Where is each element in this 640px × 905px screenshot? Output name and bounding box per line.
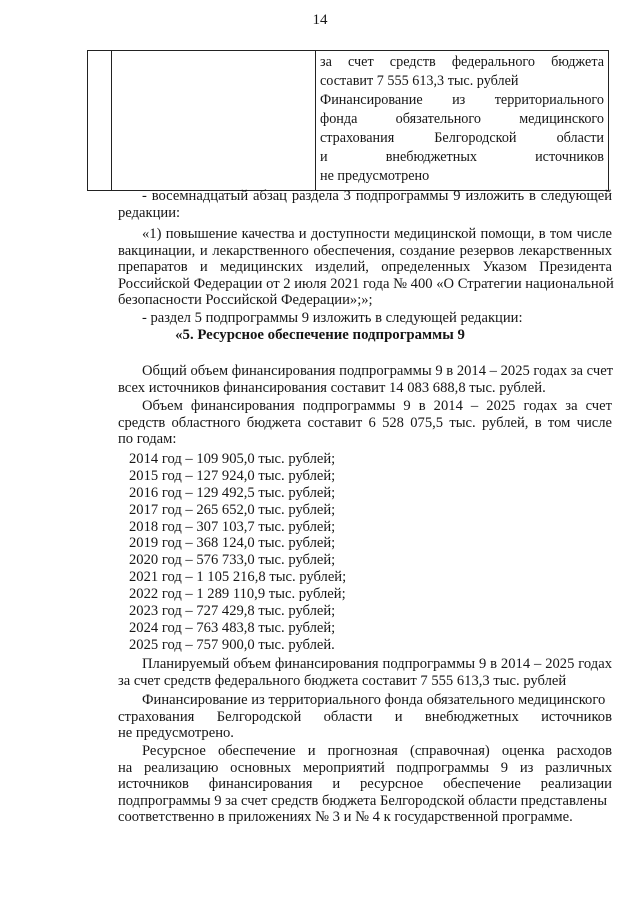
table-cell-line: страхования Белгородской области xyxy=(320,130,604,146)
paragraph-territorial-fund xyxy=(118,692,612,742)
paragraph-federal-budget xyxy=(118,656,612,689)
text-line: по годам: xyxy=(118,431,177,448)
table-row xyxy=(88,51,609,191)
list-item: 2015 год – 127 924,0 тыс. рублей; xyxy=(129,467,336,484)
paragraph-regional-budget xyxy=(118,398,612,448)
list-item: 2019 год – 368 124,0 тыс. рублей; xyxy=(129,535,336,552)
list-item: 2022 год – 1 289 110,9 тыс. рублей; xyxy=(129,586,346,603)
text-line: не предусмотрено. xyxy=(118,725,234,742)
text-line: - восемнадцатый абзац раздела 3 подпрограммы 9 изложить в следующей xyxy=(142,188,612,204)
continued-table xyxy=(87,50,609,191)
page-number: 14 xyxy=(312,12,328,28)
list-item: 2016 год – 129 492,5 тыс. рублей; xyxy=(129,484,336,501)
list-item: 2025 год – 757 900,0 тыс. рублей. xyxy=(129,636,335,653)
text-line: безопасности Российской Федерации»;»; xyxy=(118,292,373,309)
table-cell-funding xyxy=(316,51,609,191)
text-line: редакции: xyxy=(118,204,181,221)
table-cell-line: фонда обязательного медицинского xyxy=(320,111,604,127)
text-line: на реализацию основных мероприятий подпрограммы 9 из различных xyxy=(118,759,612,776)
text-line: Планируемый объем финансирования подпрограммы 9 в 2014 – 2025 годах xyxy=(142,656,612,672)
text-line: Финансирование из территориального фонда обязательного медицинского xyxy=(142,692,606,708)
list-item: 2014 год – 109 905,0 тыс. рублей; xyxy=(129,451,336,467)
text-line: подпрограммы 9 за счет средств бюджета Белгородской области представлены xyxy=(118,792,608,809)
table-cell-line: составит 7 555 613,3 тыс. рублей xyxy=(320,73,519,89)
paragraph-total-funding xyxy=(118,363,612,396)
table-cell-line: за счет средств федерального бюджета xyxy=(320,54,604,70)
amendment-eighteenth-paragraph xyxy=(118,188,612,221)
list-item: 2024 год – 763 483,8 тыс. рублей; xyxy=(129,619,336,636)
list-item: 2018 год – 307 103,7 тыс. рублей; xyxy=(129,518,336,535)
yearly-funding-list xyxy=(129,451,346,654)
text-line: вакцинации, и лекарственного обеспечения, создание резервов лекарственных xyxy=(118,242,612,259)
table-cell-name xyxy=(112,51,316,191)
text-line: средств областного бюджета составит 6 528 075,5 тыс. рублей, в том числе xyxy=(118,414,612,431)
section-heading: «5. Ресурсное обеспечение подпрограммы 9 xyxy=(175,327,465,343)
list-item: 2020 год – 576 733,0 тыс. рублей; xyxy=(129,552,336,569)
amendment-section-5 xyxy=(118,310,612,327)
list-item: 2017 год – 265 652,0 тыс. рублей; xyxy=(129,501,336,518)
list-item: 2021 год – 1 105 216,8 тыс. рублей; xyxy=(129,569,347,586)
list-item: 2023 год – 727 429,8 тыс. рублей; xyxy=(129,603,336,620)
quoted-paragraph xyxy=(118,226,612,309)
text-line: Российской Федерации от 2 июля 2021 года № 400 «О Стратегии национальной xyxy=(118,275,614,292)
table-cell-number xyxy=(88,51,112,191)
paragraph-resource-support xyxy=(118,743,612,826)
text-line: препаратов и медицинских изделий, определенных Указом Президента xyxy=(118,259,612,276)
text-line: всех источников финансирования составит 14 083 688,8 тыс. рублей. xyxy=(118,379,546,396)
text-line: страхования Белгородской области и внебюджетных источников xyxy=(118,708,612,725)
text-line: - раздел 5 подпрограммы 9 изложить в следующей редакции: xyxy=(142,310,523,326)
table-cell-line: Финансирование из территориального xyxy=(320,92,604,108)
text-line: за счет средств федерального бюджета составит 7 555 613,3 тыс. рублей xyxy=(118,672,567,689)
table-cell-line: не предусмотрено xyxy=(320,168,430,184)
text-line: Общий объем финансирования подпрограммы 9 в 2014 – 2025 годах за счет xyxy=(142,363,614,379)
text-line: соответственно в приложениях № 3 и № 4 к государственной программе. xyxy=(118,809,573,826)
text-line: Объем финансирования подпрограммы 9 в 2014 – 2025 годах за счет xyxy=(142,398,612,414)
text-line: «1) повышение качества и доступности медицинской помощи, в том числе xyxy=(142,226,612,242)
table-cell-line: и внебюджетных источников xyxy=(320,149,604,165)
text-line: Ресурсное обеспечение и прогнозная (справочная) оценка расходов xyxy=(142,743,612,759)
text-line: источников финансирования и ресурсное обеспечение реализации xyxy=(118,776,612,793)
